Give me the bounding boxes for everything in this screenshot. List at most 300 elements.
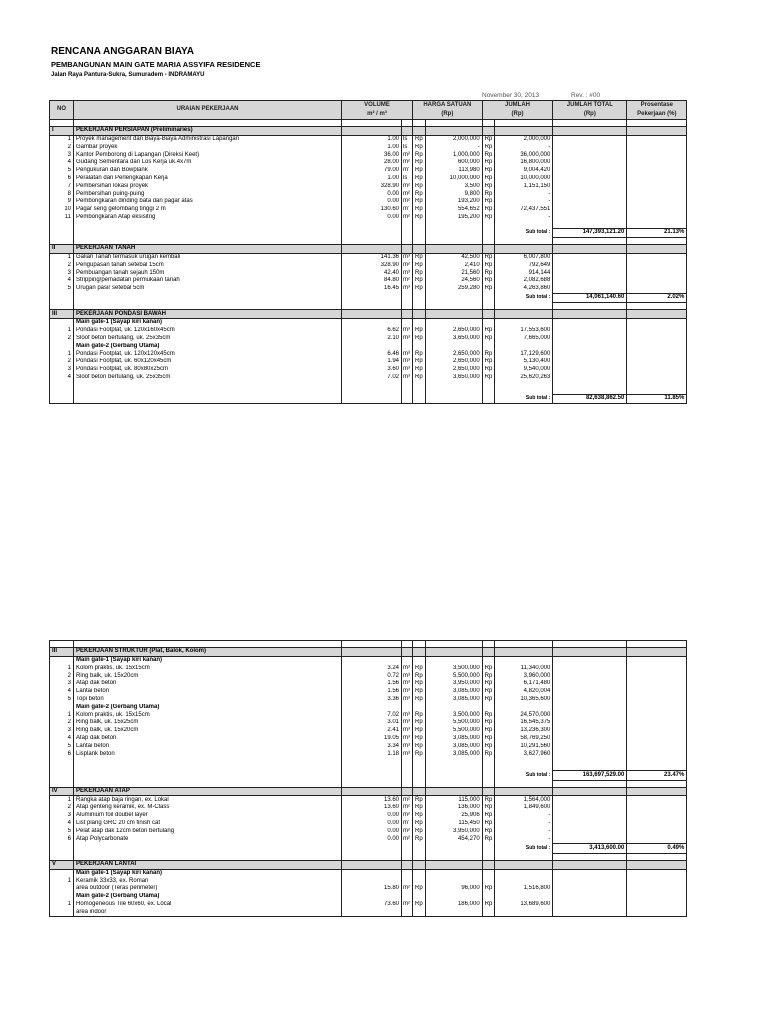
item-volume: 1.94 [342, 358, 402, 366]
empty-cell [553, 743, 627, 751]
item-description: Pembuangan tanah sejauh 150m [74, 269, 342, 277]
line-item-row [50, 665, 687, 673]
empty-cell [627, 885, 687, 893]
item-amount: 1,151,150 [495, 183, 553, 191]
item-amount: - [495, 828, 553, 836]
col-amount-sub: (Rp) [482, 110, 553, 120]
empty-cell [50, 853, 74, 860]
line-item-row [50, 735, 687, 743]
currency-label: Rp [413, 269, 426, 277]
subtotal-percent: 21.13% [627, 228, 687, 238]
spacer-row [50, 853, 687, 860]
empty-cell [50, 771, 74, 781]
line-item-row [50, 144, 687, 152]
empty-cell [627, 335, 687, 343]
empty-cell [553, 696, 627, 704]
item-number: 2 [50, 719, 74, 727]
item-amount: 13,689,600 [495, 901, 553, 909]
currency-label: Rp [413, 828, 426, 836]
empty-cell [50, 893, 74, 901]
empty-cell [553, 877, 627, 885]
item-number: 3 [50, 680, 74, 688]
empty-cell [553, 358, 627, 366]
empty-cell [413, 641, 426, 648]
empty-cell [553, 893, 627, 901]
empty-cell [553, 869, 627, 877]
item-description: Lisplank beton [74, 750, 342, 758]
currency-label: Rp [482, 253, 495, 261]
line-item-row [50, 183, 687, 191]
line-item-row [50, 812, 687, 820]
empty-cell [627, 853, 687, 860]
empty-cell [402, 787, 413, 796]
empty-cell [627, 909, 687, 917]
empty-cell [413, 310, 426, 319]
item-amount: 914,144 [495, 269, 553, 277]
empty-cell [553, 183, 627, 191]
item-unit-price [425, 877, 482, 885]
currency-label: Rp [482, 680, 495, 688]
empty-cell [627, 696, 687, 704]
currency-label: Rp [413, 696, 426, 704]
subtotal-label: Sub total : [495, 228, 553, 238]
empty-cell [482, 228, 495, 238]
subtotal-label: Sub total : [495, 771, 553, 781]
empty-cell [425, 245, 482, 254]
item-unit: m² [402, 885, 413, 893]
item-unit-price: 3,085,000 [425, 735, 482, 743]
empty-cell [495, 382, 553, 395]
line-item-row [50, 335, 687, 343]
item-unit: m³ [402, 743, 413, 751]
item-amount: - [495, 144, 553, 152]
empty-cell [627, 285, 687, 293]
empty-cell [553, 909, 627, 917]
currency-label: Rp [482, 711, 495, 719]
subtotal-row [50, 394, 687, 404]
item-unit-price: 115,000 [425, 796, 482, 804]
item-description: Homogeneous Tile 60x60, ex. Local [74, 901, 342, 909]
section-title: PEKERJAAN LANTAI [74, 860, 342, 869]
empty-cell [495, 704, 553, 712]
subgroup-title: Main gate-2 (Gerbang Utama) [74, 893, 342, 901]
item-volume: 3.34 [342, 743, 402, 751]
empty-cell [342, 319, 402, 327]
section-title: PEKERJAAN TANAH [74, 245, 342, 254]
item-volume: 0.00 [342, 828, 402, 836]
currency-label: Rp [482, 151, 495, 159]
empty-cell [627, 319, 687, 327]
item-amount: 4,263,860 [495, 285, 553, 293]
empty-cell [627, 796, 687, 804]
empty-cell [553, 804, 627, 812]
empty-cell [342, 893, 402, 901]
empty-cell [342, 844, 402, 854]
item-amount: 7,665,000 [495, 335, 553, 343]
empty-cell [553, 735, 627, 743]
item-unit-price: 113,980 [425, 167, 482, 175]
empty-cell [482, 343, 495, 351]
empty-cell [74, 780, 342, 787]
item-amount: 10,365,600 [495, 696, 553, 704]
currency-label: Rp [413, 285, 426, 293]
empty-cell [425, 303, 482, 310]
item-description: Atap genteng keramik, ex. M-Class [74, 804, 342, 812]
empty-cell [425, 844, 482, 854]
empty-cell [425, 310, 482, 319]
empty-cell [627, 688, 687, 696]
item-description: Topi beton [74, 696, 342, 704]
item-amount: 25,620,263 [495, 374, 553, 382]
item-amount: 1,849,600 [495, 804, 553, 812]
item-unit: m³ [402, 696, 413, 704]
item-unit: m² [402, 183, 413, 191]
line-item-row [50, 206, 687, 214]
empty-cell [627, 750, 687, 758]
currency-label: Rp [482, 688, 495, 696]
spacer-row [50, 120, 687, 127]
empty-cell [74, 238, 342, 245]
item-amount: 10,000,000 [495, 175, 553, 183]
item-unit: m³ [402, 269, 413, 277]
empty-cell [627, 672, 687, 680]
item-amount: 17,553,600 [495, 327, 553, 335]
empty-cell [413, 704, 426, 712]
subgroup-row [50, 656, 687, 664]
empty-cell [482, 844, 495, 854]
currency-label: Rp [413, 183, 426, 191]
item-amount: 2,082,688 [495, 277, 553, 285]
item-number: 1 [50, 711, 74, 719]
col-percent-sub: Pekerjaan (%) [627, 110, 687, 120]
empty-cell [50, 394, 74, 404]
item-number: 1 [50, 901, 74, 909]
item-unit: m² [402, 835, 413, 843]
currency-label: Rp [413, 135, 426, 143]
item-amount [495, 877, 553, 885]
subgroup-row [50, 869, 687, 877]
empty-cell [627, 327, 687, 335]
currency-label: Rp [413, 812, 426, 820]
item-amount: - [495, 198, 553, 206]
item-amount: 11,340,000 [495, 665, 553, 673]
empty-cell [627, 358, 687, 366]
subtotal-label: Sub total : [495, 394, 553, 404]
spacer-row [50, 382, 687, 395]
empty-cell [553, 144, 627, 152]
line-item-row [50, 727, 687, 735]
section-number: I [50, 127, 74, 136]
item-description: Galian Tanah termasuk urugan kembali [74, 253, 342, 261]
empty-cell [74, 303, 342, 310]
currency-label: Rp [482, 167, 495, 175]
empty-cell [74, 771, 342, 781]
empty-cell [402, 293, 413, 303]
item-description: Ring balk, uk. 15x20cm [74, 727, 342, 735]
empty-cell [627, 877, 687, 885]
line-item-row [50, 151, 687, 159]
empty-cell [495, 853, 553, 860]
currency-label: Rp [413, 327, 426, 335]
item-unit: m² [402, 262, 413, 270]
empty-cell [627, 127, 687, 136]
item-unit: ls [402, 144, 413, 152]
item-volume: 79.00 [342, 167, 402, 175]
item-amount: 6,171,480 [495, 680, 553, 688]
item-number: 2 [50, 358, 74, 366]
currency-label: Rp [413, 277, 426, 285]
item-volume: 3.24 [342, 665, 402, 673]
empty-cell [402, 860, 413, 869]
empty-cell [74, 293, 342, 303]
currency-label [482, 877, 495, 885]
empty-cell [553, 350, 627, 358]
col-percent: Prosentase [627, 101, 687, 111]
item-amount: 58,769,250 [495, 735, 553, 743]
line-item-row [50, 366, 687, 374]
item-volume: 0.00 [342, 198, 402, 206]
empty-cell [553, 885, 627, 893]
empty-cell [342, 238, 402, 245]
subtotal-value: 163,697,529.00 [553, 771, 627, 781]
item-unit: m³ [402, 285, 413, 293]
empty-cell [413, 853, 426, 860]
empty-cell [425, 771, 482, 781]
empty-cell [413, 394, 426, 404]
section-header-row [50, 310, 687, 319]
empty-cell [627, 665, 687, 673]
currency-label: Rp [413, 835, 426, 843]
item-number: 9 [50, 198, 74, 206]
subtotal-label: Sub total : [495, 293, 553, 303]
currency-label: Rp [413, 175, 426, 183]
empty-cell [627, 183, 687, 191]
currency-label: Rp [482, 665, 495, 673]
currency-label: Rp [413, 727, 426, 735]
item-volume: 0.00 [342, 820, 402, 828]
empty-cell [74, 228, 342, 238]
item-volume: 19.05 [342, 735, 402, 743]
empty-cell [553, 303, 627, 310]
empty-cell [413, 771, 426, 781]
empty-cell [50, 780, 74, 787]
empty-cell [627, 727, 687, 735]
item-amount: 10,291,560 [495, 743, 553, 751]
item-amount: 13,236,300 [495, 727, 553, 735]
empty-cell [627, 711, 687, 719]
item-unit-price: 5,500,000 [425, 719, 482, 727]
empty-cell [495, 127, 553, 136]
empty-cell [425, 228, 482, 238]
item-volume: 1.56 [342, 688, 402, 696]
line-item-row [50, 719, 687, 727]
item-unit-price: 600,000 [425, 159, 482, 167]
empty-cell [482, 120, 495, 127]
currency-label: Rp [482, 804, 495, 812]
empty-cell [413, 303, 426, 310]
empty-cell [627, 719, 687, 727]
empty-cell [553, 127, 627, 136]
empty-cell [627, 860, 687, 869]
item-unit-price: 195,200 [425, 214, 482, 222]
currency-label: Rp [482, 812, 495, 820]
item-amount: 16,545,375 [495, 719, 553, 727]
item-description: Pondasi Footplat, uk. 60x120x45cm [74, 358, 342, 366]
empty-cell [627, 277, 687, 285]
empty-cell [553, 665, 627, 673]
subtotal-value: 3,413,600.00 [553, 844, 627, 854]
currency-label: Rp [482, 719, 495, 727]
empty-cell [425, 120, 482, 127]
document-date: November 30, 2013 [482, 92, 540, 99]
document-title: RENCANA ANGGARAN BIAYA [51, 46, 194, 57]
currency-label: Rp [413, 901, 426, 909]
item-unit: m³ [402, 727, 413, 735]
item-volume: 13.60 [342, 796, 402, 804]
budget-table-page-1 [49, 100, 687, 404]
item-unit-price: 25,906 [425, 812, 482, 820]
empty-cell [627, 641, 687, 648]
item-number: 1 [50, 877, 74, 885]
empty-cell [50, 844, 74, 854]
empty-cell [495, 869, 553, 877]
empty-cell [553, 151, 627, 159]
item-number: 5 [50, 743, 74, 751]
empty-cell [495, 310, 553, 319]
empty-cell [402, 656, 413, 664]
currency-label: Rp [482, 835, 495, 843]
item-unit: m² [402, 159, 413, 167]
empty-cell [553, 238, 627, 245]
subtotal-value: 82,638,862.50 [553, 394, 627, 404]
empty-cell [413, 238, 426, 245]
empty-cell [627, 735, 687, 743]
empty-cell [553, 366, 627, 374]
empty-cell [627, 382, 687, 395]
line-item-row [50, 796, 687, 804]
empty-cell [413, 319, 426, 327]
line-item-row [50, 901, 687, 909]
empty-cell [553, 285, 627, 293]
empty-cell [553, 206, 627, 214]
empty-cell [553, 214, 627, 222]
empty-cell [342, 860, 402, 869]
empty-cell [553, 135, 627, 143]
item-unit: ls [402, 135, 413, 143]
currency-label: Rp [482, 735, 495, 743]
empty-cell [553, 175, 627, 183]
empty-cell [627, 144, 687, 152]
item-amount: - [495, 190, 553, 198]
line-item-row [50, 350, 687, 358]
empty-cell [553, 262, 627, 270]
spacer-row [50, 303, 687, 310]
empty-cell [553, 335, 627, 343]
line-item-row [50, 804, 687, 812]
empty-cell [553, 382, 627, 395]
currency-label: Rp [482, 901, 495, 909]
item-unit-price: 10,000,000 [425, 175, 482, 183]
empty-cell [553, 656, 627, 664]
empty-cell [342, 780, 402, 787]
line-item-row [50, 167, 687, 175]
empty-cell [413, 245, 426, 254]
section-header-row [50, 245, 687, 254]
item-volume [342, 877, 402, 885]
item-unit-price: 3,650,000 [425, 374, 482, 382]
empty-cell [553, 245, 627, 254]
section-header-row [50, 787, 687, 796]
item-unit [402, 909, 413, 917]
empty-cell [553, 343, 627, 351]
line-item-row [50, 688, 687, 696]
empty-cell [342, 787, 402, 796]
col-unit-price: HARGA SATUAN [413, 101, 483, 111]
empty-cell [74, 394, 342, 404]
currency-label: Rp [413, 743, 426, 751]
currency-label: Rp [413, 167, 426, 175]
item-unit: m³ [402, 374, 413, 382]
item-description: Rangka atap baja ringan, ex. Lokal [74, 796, 342, 804]
empty-cell [482, 771, 495, 781]
item-volume: 328.90 [342, 262, 402, 270]
item-unit: m² [402, 277, 413, 285]
item-description: Pondasi Footplat, uk. 80x80x25cm [74, 366, 342, 374]
empty-cell [50, 228, 74, 238]
item-description: Lantai beton [74, 743, 342, 751]
item-unit: m³ [402, 358, 413, 366]
item-unit-price: 3,085,000 [425, 743, 482, 751]
item-unit-price: 3,085,000 [425, 696, 482, 704]
item-amount: 4,820,004 [495, 688, 553, 696]
currency-label: Rp [413, 804, 426, 812]
empty-cell [627, 206, 687, 214]
currency-label [413, 877, 426, 885]
item-description: Lantai beton [74, 688, 342, 696]
empty-cell [553, 327, 627, 335]
empty-cell [413, 893, 426, 901]
item-number: 2 [50, 335, 74, 343]
item-description: Atap Polycarbonate [74, 835, 342, 843]
line-item-row [50, 269, 687, 277]
line-item-row [50, 743, 687, 751]
item-amount: 6,007,800 [495, 253, 553, 261]
subtotal-percent: 23.47% [627, 771, 687, 781]
empty-cell [425, 787, 482, 796]
section-title: PEKERJAAN ATAP [74, 787, 342, 796]
empty-cell [402, 319, 413, 327]
item-amount: 36,000,000 [495, 151, 553, 159]
currency-label: Rp [482, 214, 495, 222]
currency-label: Rp [482, 750, 495, 758]
empty-cell [627, 159, 687, 167]
empty-cell [553, 727, 627, 735]
line-item-row [50, 828, 687, 836]
item-volume: 1.18 [342, 750, 402, 758]
empty-cell [50, 120, 74, 127]
empty-cell [402, 310, 413, 319]
item-description: Atap dak beton [74, 680, 342, 688]
empty-cell [627, 366, 687, 374]
empty-cell [553, 812, 627, 820]
empty-cell [402, 343, 413, 351]
empty-cell [402, 704, 413, 712]
item-description: Gudang Sementara dan Los Kerja uk.4x7m [74, 159, 342, 167]
item-unit-price: 2,650,000 [425, 358, 482, 366]
item-description: Stripping/pemadatan permukaan tanah [74, 277, 342, 285]
currency-label: Rp [413, 665, 426, 673]
empty-cell [495, 343, 553, 351]
